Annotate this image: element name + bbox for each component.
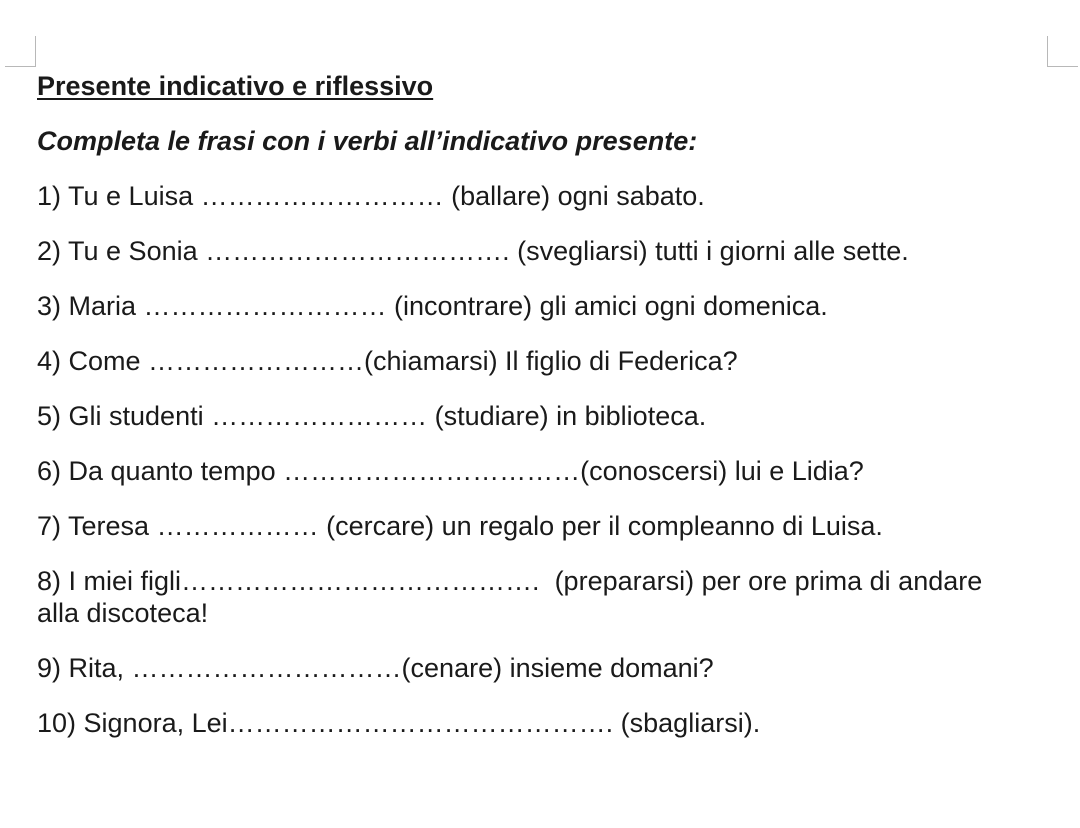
exercise-number: 10) bbox=[37, 708, 77, 738]
exercise-text-after: (ballare) ogni sabato. bbox=[443, 181, 705, 211]
exercise-text-after: (chiamarsi) Il figlio di Federica? bbox=[364, 346, 738, 376]
answer-blank: ……………………… bbox=[200, 181, 444, 211]
page-corner-mark-top-left bbox=[5, 36, 36, 67]
exercise-number: 9) bbox=[37, 653, 62, 683]
exercise-text-before: I miei figli bbox=[61, 566, 182, 596]
exercise-text-after: (cercare) un regalo per il compleanno di Luisa. bbox=[318, 511, 883, 541]
exercise-item-10 bbox=[37, 707, 1057, 739]
document-title: Presente indicativo e riflessivo bbox=[37, 71, 434, 101]
exercise-text-after: (incontrare) gli amici ogni domenica. bbox=[386, 291, 828, 321]
answer-blank: …………………… bbox=[148, 346, 365, 376]
exercise-number: 3) bbox=[37, 291, 62, 321]
exercise-text-before: Rita, bbox=[61, 653, 132, 683]
exercise-text-before: Da quanto tempo bbox=[61, 456, 284, 486]
exercise-number: 5) bbox=[37, 401, 62, 431]
exercise-text-before: Tu e Luisa bbox=[61, 181, 201, 211]
exercise-text-after: (cenare) insieme domani? bbox=[401, 653, 714, 683]
exercise-text-after: (prepararsi) per ore prima di andare alla discoteca! bbox=[37, 566, 990, 628]
exercise-item-4 bbox=[37, 345, 1057, 377]
answer-blank: ……………………………. bbox=[205, 236, 510, 266]
exercise-text-after: (svegliarsi) tutti i giorni alle sette. bbox=[509, 236, 909, 266]
exercise-text-before: Tu e Sonia bbox=[61, 236, 206, 266]
answer-blank: ……………… bbox=[156, 511, 319, 541]
exercise-item-2 bbox=[37, 235, 1057, 267]
exercise-text-after: (studiare) in biblioteca. bbox=[427, 401, 707, 431]
answer-blank: ………………………… bbox=[131, 653, 402, 683]
exercise-number: 1) bbox=[37, 181, 62, 211]
exercise-text-after: (sbagliarsi). bbox=[613, 708, 761, 738]
answer-blank: …………………… bbox=[211, 401, 428, 431]
page-corner-mark-top-right bbox=[1047, 36, 1078, 67]
exercise-item-6 bbox=[37, 455, 1057, 487]
exercise-text-before: Maria bbox=[61, 291, 144, 321]
exercise-number: 8) bbox=[37, 566, 62, 596]
exercise-number: 4) bbox=[37, 346, 62, 376]
answer-blank: …………………………………. bbox=[181, 566, 540, 596]
exercise-number: 6) bbox=[37, 456, 62, 486]
answer-blank: …………………………… bbox=[283, 456, 581, 486]
exercise-list bbox=[37, 180, 1057, 739]
answer-blank: ……………………… bbox=[143, 291, 387, 321]
exercise-item-7 bbox=[37, 510, 1057, 542]
exercise-text-after: (conoscersi) lui e Lidia? bbox=[580, 456, 864, 486]
exercise-text-before: Gli studenti bbox=[61, 401, 212, 431]
exercise-number: 2) bbox=[37, 236, 62, 266]
exercise-item-1 bbox=[37, 180, 1057, 212]
answer-blank: ……………………………………. bbox=[227, 708, 614, 738]
exercise-text-before: Signora, Lei bbox=[76, 708, 228, 738]
exercise-item-5 bbox=[37, 400, 1057, 432]
exercise-text-before: Teresa bbox=[61, 511, 157, 541]
exercise-item-3 bbox=[37, 290, 1057, 322]
exercise-instruction: Completa le frasi con i verbi all’indicativo presente: bbox=[37, 126, 698, 156]
exercise-item-9 bbox=[37, 652, 1057, 684]
exercise-number: 7) bbox=[37, 511, 62, 541]
exercise-item-8 bbox=[37, 565, 997, 629]
exercise-text-before: Come bbox=[61, 346, 149, 376]
document-body bbox=[37, 70, 1057, 762]
